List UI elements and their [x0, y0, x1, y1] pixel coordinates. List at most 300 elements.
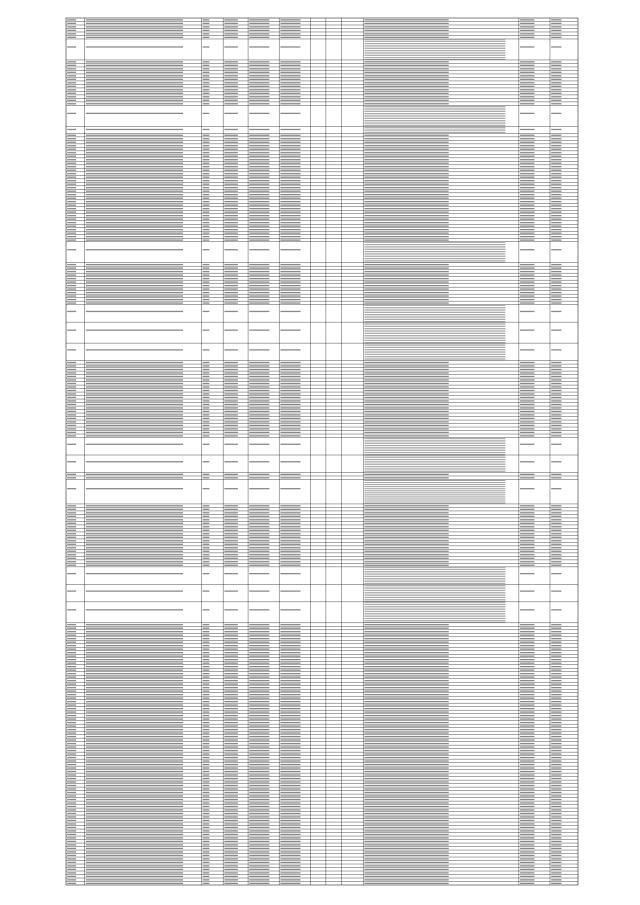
cell-text-mark	[364, 120, 505, 121]
cell-text-mark	[67, 404, 76, 405]
cell-text-mark	[86, 37, 183, 38]
cell-text-mark	[364, 659, 448, 660]
cell-text-mark	[249, 414, 269, 415]
cell-text-mark	[551, 362, 561, 363]
cell-text-mark	[203, 813, 210, 814]
cell-text-mark	[203, 809, 210, 810]
cell-text-mark	[280, 683, 300, 684]
cell-text-mark	[280, 680, 300, 681]
cell-text-mark	[224, 666, 238, 667]
cell-text-mark	[67, 701, 76, 702]
cell-text-mark	[249, 690, 269, 691]
cell-text-mark	[364, 669, 448, 670]
table-row	[67, 820, 561, 821]
cell-text-mark	[364, 326, 505, 327]
cell-text-mark	[364, 440, 505, 441]
cell-text-mark	[224, 194, 238, 195]
cell-text-mark	[86, 208, 183, 209]
cell-text-mark	[67, 278, 76, 279]
cell-text-mark	[249, 271, 269, 272]
cell-text-mark	[551, 778, 561, 779]
cell-text-mark	[364, 173, 448, 174]
cell-text-mark	[224, 537, 238, 538]
cell-text-mark	[551, 649, 561, 650]
cell-text-mark	[280, 79, 300, 80]
table-row	[67, 369, 561, 370]
cell-text-mark	[203, 729, 210, 730]
cell-text-mark	[86, 365, 183, 366]
cell-text-mark	[224, 841, 238, 842]
cell-text-mark	[280, 516, 300, 517]
cell-text-mark	[203, 628, 210, 629]
table-row	[67, 764, 561, 765]
cell-text-mark	[520, 669, 534, 670]
cell-text-mark	[280, 194, 300, 195]
cell-text-mark	[203, 544, 210, 545]
cell-text-mark	[364, 345, 505, 346]
table-row	[67, 816, 561, 817]
cell-text-mark	[280, 628, 300, 629]
cell-text-mark	[364, 404, 448, 405]
table-row	[67, 602, 561, 622]
cell-text-mark	[520, 65, 534, 66]
cell-text-mark	[86, 163, 183, 164]
cell-text-mark	[249, 830, 269, 831]
cell-text-mark	[520, 288, 534, 289]
cell-text-mark	[86, 628, 183, 629]
cell-text-mark	[224, 488, 238, 489]
table-row	[67, 271, 561, 272]
cell-text-mark	[224, 113, 238, 114]
cell-text-mark	[280, 411, 300, 412]
cell-text-mark	[364, 115, 505, 116]
cell-text-mark	[551, 743, 561, 744]
cell-text-mark	[364, 715, 448, 716]
cell-text-mark	[364, 792, 448, 793]
cell-text-mark	[67, 444, 76, 445]
cell-text-mark	[67, 533, 76, 534]
cell-text-mark	[67, 145, 76, 146]
cell-text-mark	[364, 501, 505, 502]
cell-text-mark	[520, 72, 534, 73]
cell-text-mark	[86, 89, 183, 90]
cell-text-mark	[364, 872, 448, 873]
cell-text-mark	[249, 533, 269, 534]
cell-text-mark	[67, 540, 76, 541]
cell-text-mark	[224, 573, 238, 574]
cell-text-mark	[520, 795, 534, 796]
cell-text-mark	[551, 547, 561, 548]
cell-text-mark	[224, 65, 238, 66]
cell-text-mark	[364, 606, 505, 607]
table-row	[67, 802, 561, 803]
cell-text-mark	[203, 444, 210, 445]
cell-text-mark	[249, 201, 269, 202]
cell-text-mark	[249, 746, 269, 747]
cell-text-mark	[280, 505, 300, 506]
table-row	[67, 774, 561, 775]
cell-text-mark	[364, 601, 505, 602]
cell-text-mark	[86, 547, 183, 548]
cell-text-mark	[551, 37, 561, 38]
cell-text-mark	[203, 239, 210, 240]
cell-text-mark	[280, 397, 300, 398]
cell-text-mark	[520, 739, 534, 740]
cell-text-mark	[224, 82, 238, 83]
cell-text-mark	[280, 573, 300, 574]
cell-text-mark	[520, 760, 534, 761]
cell-text-mark	[364, 628, 448, 629]
cell-text-mark	[520, 785, 534, 786]
cell-text-mark	[249, 862, 269, 863]
cell-text-mark	[249, 869, 269, 870]
cell-text-mark	[67, 516, 76, 517]
cell-text-mark	[364, 554, 448, 555]
cell-text-mark	[280, 690, 300, 691]
cell-text-mark	[551, 704, 561, 705]
cell-text-mark	[520, 142, 534, 143]
cell-text-mark	[364, 41, 505, 42]
cell-text-mark	[249, 33, 269, 34]
cell-text-mark	[86, 690, 183, 691]
cell-text-mark	[249, 61, 269, 62]
table-row	[67, 743, 561, 744]
cell-text-mark	[67, 785, 76, 786]
cell-text-mark	[203, 249, 210, 250]
cell-text-mark	[203, 519, 210, 520]
cell-text-mark	[203, 512, 210, 513]
cell-text-mark	[67, 208, 76, 209]
cell-text-mark	[224, 624, 238, 625]
cell-text-mark	[67, 163, 76, 164]
cell-text-mark	[364, 711, 448, 712]
cell-text-mark	[280, 145, 300, 146]
cell-text-mark	[86, 75, 183, 76]
table-row	[67, 837, 561, 838]
cell-text-mark	[364, 781, 448, 782]
cell-text-mark	[520, 191, 534, 192]
cell-text-mark	[67, 215, 76, 216]
cell-text-mark	[86, 79, 183, 80]
cell-text-mark	[551, 729, 561, 730]
cell-text-mark	[551, 757, 561, 758]
cell-text-mark	[520, 461, 534, 462]
cell-text-mark	[249, 774, 269, 775]
cell-text-mark	[551, 86, 561, 87]
cell-text-mark	[203, 129, 210, 130]
table-row	[67, 288, 561, 289]
cell-text-mark	[364, 125, 505, 126]
cell-text-mark	[86, 872, 183, 873]
cell-text-mark	[203, 407, 210, 408]
cell-text-mark	[364, 393, 448, 394]
cell-text-mark	[203, 736, 210, 737]
cell-text-mark	[280, 349, 300, 350]
table-row	[67, 26, 561, 27]
cell-text-mark	[203, 799, 210, 800]
cell-text-mark	[364, 851, 448, 852]
cell-text-mark	[364, 311, 505, 312]
cell-text-mark	[520, 649, 534, 650]
cell-text-mark	[364, 19, 448, 20]
table-row	[67, 561, 561, 562]
table-row	[67, 750, 561, 751]
cell-text-mark	[67, 379, 76, 380]
cell-text-mark	[551, 666, 561, 667]
cell-text-mark	[203, 649, 210, 650]
table-row	[67, 177, 561, 178]
cell-text-mark	[551, 771, 561, 772]
cell-text-mark	[520, 278, 534, 279]
cell-text-mark	[203, 232, 210, 233]
cell-text-mark	[224, 222, 238, 223]
cell-text-mark	[364, 516, 448, 517]
cell-text-mark	[280, 166, 300, 167]
cell-text-mark	[249, 554, 269, 555]
cell-text-mark	[86, 743, 183, 744]
cell-text-mark	[551, 281, 561, 282]
cell-text-mark	[280, 722, 300, 723]
cell-text-mark	[551, 820, 561, 821]
cell-text-mark	[249, 642, 269, 643]
cell-text-mark	[364, 411, 448, 412]
cell-text-mark	[280, 191, 300, 192]
cell-text-mark	[364, 319, 505, 320]
cell-text-mark	[249, 666, 269, 667]
cell-text-mark	[249, 198, 269, 199]
cell-text-mark	[364, 132, 505, 133]
cell-text-mark	[249, 711, 269, 712]
cell-text-mark	[249, 757, 269, 758]
cell-text-mark	[280, 732, 300, 733]
cell-text-mark	[364, 249, 505, 250]
cell-text-mark	[551, 274, 561, 275]
cell-text-mark	[224, 421, 238, 422]
cell-text-mark	[86, 666, 183, 667]
table-row	[67, 372, 561, 373]
table-row	[67, 834, 561, 835]
cell-text-mark	[364, 718, 448, 719]
cell-text-mark	[364, 445, 505, 446]
cell-text-mark	[520, 349, 534, 350]
cell-text-mark	[249, 26, 269, 27]
cell-text-mark	[364, 435, 448, 436]
cell-text-mark	[364, 145, 448, 146]
table-row	[67, 729, 561, 730]
cell-text-mark	[249, 558, 269, 559]
cell-text-mark	[280, 785, 300, 786]
cell-text-mark	[364, 407, 448, 408]
cell-text-mark	[203, 551, 210, 552]
cell-text-mark	[364, 662, 448, 663]
cell-text-mark	[67, 386, 76, 387]
cell-text-mark	[86, 509, 183, 510]
cell-text-mark	[224, 530, 238, 531]
table-row	[67, 239, 561, 240]
cell-text-mark	[551, 184, 561, 185]
cell-text-mark	[551, 573, 561, 574]
cell-text-mark	[224, 432, 238, 433]
cell-text-mark	[67, 816, 76, 817]
cell-text-mark	[249, 841, 269, 842]
table-row	[67, 865, 561, 866]
cell-text-mark	[280, 365, 300, 366]
cell-text-mark	[67, 159, 76, 160]
table-row	[67, 851, 561, 852]
cell-text-mark	[224, 372, 238, 373]
cell-text-mark	[249, 407, 269, 408]
cell-text-mark	[551, 236, 561, 237]
table-row	[67, 690, 561, 691]
table-row	[67, 397, 561, 398]
cell-text-mark	[203, 400, 210, 401]
cell-text-mark	[224, 274, 238, 275]
cell-text-mark	[520, 642, 534, 643]
cell-text-mark	[224, 722, 238, 723]
cell-text-mark	[249, 809, 269, 810]
cell-text-mark	[551, 278, 561, 279]
cell-text-mark	[224, 701, 238, 702]
cell-text-mark	[224, 37, 238, 38]
cell-text-mark	[203, 862, 210, 863]
cell-text-mark	[364, 573, 505, 574]
cell-text-mark	[203, 697, 210, 698]
cell-text-mark	[520, 68, 534, 69]
cell-text-mark	[203, 19, 210, 20]
cell-text-mark	[224, 655, 238, 656]
cell-text-mark	[520, 729, 534, 730]
table-row	[67, 739, 561, 740]
cell-text-mark	[520, 624, 534, 625]
cell-text-mark	[280, 173, 300, 174]
cell-text-mark	[551, 767, 561, 768]
cell-text-mark	[203, 837, 210, 838]
cell-text-mark	[249, 771, 269, 772]
cell-text-mark	[364, 879, 448, 880]
cell-text-mark	[67, 694, 76, 695]
cell-text-mark	[67, 400, 76, 401]
cell-text-mark	[203, 883, 210, 884]
cell-text-mark	[364, 590, 505, 591]
cell-text-mark	[67, 299, 76, 300]
cell-text-mark	[224, 781, 238, 782]
table-row	[67, 533, 561, 534]
cell-text-mark	[86, 750, 183, 751]
cell-text-mark	[86, 215, 183, 216]
cell-text-mark	[280, 96, 300, 97]
cell-text-mark	[86, 561, 183, 562]
cell-text-mark	[249, 781, 269, 782]
cell-text-mark	[364, 55, 505, 56]
cell-text-mark	[280, 432, 300, 433]
cell-text-mark	[551, 544, 561, 545]
cell-text-mark	[249, 23, 269, 24]
cell-text-mark	[520, 697, 534, 698]
cell-text-mark	[364, 314, 505, 315]
cell-text-mark	[67, 152, 76, 153]
cell-text-mark	[224, 590, 238, 591]
cell-text-mark	[520, 512, 534, 513]
cell-text-mark	[280, 554, 300, 555]
cell-text-mark	[249, 285, 269, 286]
cell-text-mark	[86, 530, 183, 531]
cell-text-mark	[520, 652, 534, 653]
cell-text-mark	[280, 624, 300, 625]
cell-text-mark	[86, 145, 183, 146]
cell-text-mark	[520, 879, 534, 880]
cell-text-mark	[520, 767, 534, 768]
cell-text-mark	[520, 883, 534, 884]
cell-text-mark	[364, 876, 448, 877]
cell-text-mark	[364, 86, 448, 87]
cell-text-mark	[364, 574, 505, 575]
cell-text-mark	[280, 264, 300, 265]
cell-text-mark	[224, 173, 238, 174]
cell-text-mark	[551, 96, 561, 97]
cell-text-mark	[249, 858, 269, 859]
cell-text-mark	[364, 198, 448, 199]
cell-text-mark	[203, 687, 210, 688]
cell-text-mark	[280, 163, 300, 164]
table-row	[67, 93, 561, 94]
cell-text-mark	[364, 229, 448, 230]
cell-text-mark	[203, 82, 210, 83]
cell-text-mark	[280, 488, 300, 489]
cell-text-mark	[280, 61, 300, 62]
cell-text-mark	[67, 281, 76, 282]
cell-text-mark	[67, 872, 76, 873]
cell-text-mark	[86, 708, 183, 709]
cell-text-mark	[224, 687, 238, 688]
cell-text-mark	[67, 638, 76, 639]
cell-text-mark	[203, 89, 210, 90]
table-row	[67, 344, 561, 360]
cell-text-mark	[249, 187, 269, 188]
cell-text-mark	[67, 837, 76, 838]
cell-text-mark	[86, 729, 183, 730]
cell-text-mark	[364, 454, 505, 455]
cell-text-mark	[364, 432, 448, 433]
cell-text-mark	[203, 792, 210, 793]
cell-text-mark	[520, 655, 534, 656]
cell-text-mark	[86, 129, 183, 130]
cell-text-mark	[520, 533, 534, 534]
cell-text-mark	[364, 595, 505, 596]
cell-text-mark	[203, 191, 210, 192]
cell-text-mark	[364, 732, 448, 733]
cell-text-mark	[551, 72, 561, 73]
cell-text-mark	[551, 376, 561, 377]
cell-text-mark	[520, 869, 534, 870]
cell-text-mark	[364, 499, 505, 500]
cell-text-mark	[203, 205, 210, 206]
cell-text-mark	[280, 222, 300, 223]
cell-text-mark	[203, 418, 210, 419]
cell-text-mark	[86, 400, 183, 401]
cell-text-mark	[551, 103, 561, 104]
cell-text-mark	[280, 444, 300, 445]
cell-text-mark	[551, 785, 561, 786]
cell-text-mark	[86, 225, 183, 226]
cell-text-mark	[551, 750, 561, 751]
cell-text-mark	[86, 516, 183, 517]
cell-text-mark	[86, 369, 183, 370]
cell-text-mark	[551, 365, 561, 366]
cell-text-mark	[249, 274, 269, 275]
cell-text-mark	[520, 736, 534, 737]
cell-text-mark	[364, 421, 448, 422]
cell-text-mark	[364, 305, 505, 306]
